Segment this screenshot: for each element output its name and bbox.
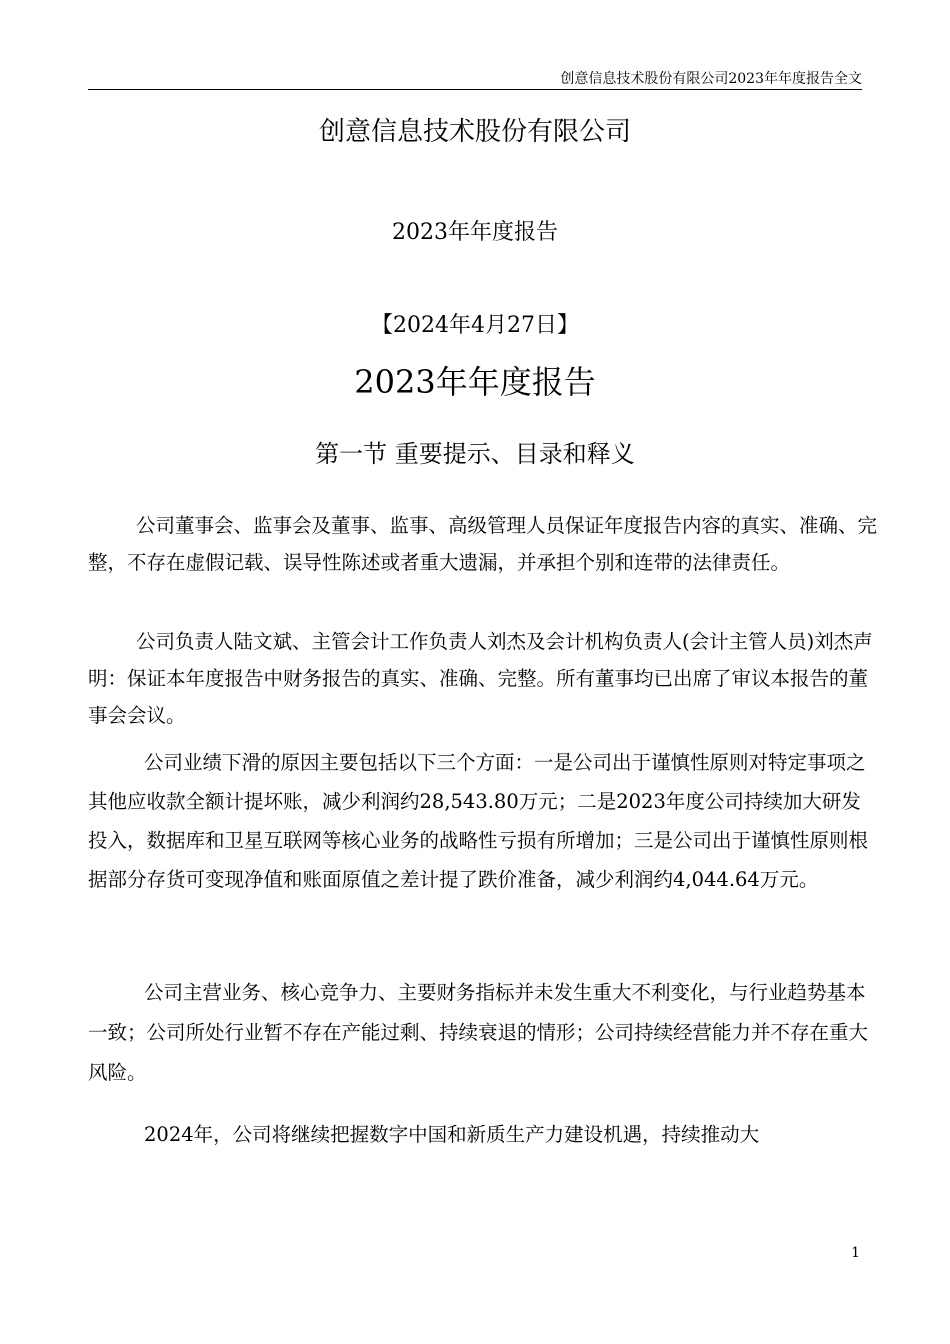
paragraph-responsible-persons: 公司负责人陆文斌、主管会计工作负责人刘杰及会计机构负责人(会计主管人员)刘杰声明：保证本年度报告中财务报告的真实、准确、完整。所有董事均已出席了审议本报告的董事会会议。 (88, 630, 873, 727)
report-date: 【2024年4月27日】 (371, 313, 579, 338)
company-name: 创意信息技术股份有限公司 (318, 117, 631, 147)
header-divider (88, 89, 862, 90)
paragraph-business-status: 公司主营业务、核心竞争力、主要财务指标并未发生重大不利变化，与行业趋势基本一致；公司所处行业暂不存在产能过剩、持续衰退的情形；公司持续经营能力并不存在重大风险。 (88, 981, 869, 1084)
running-header: 创意信息技术股份有限公司2023年年度报告全文 (560, 71, 862, 87)
report-subtitle: 2023年年度报告 (392, 220, 558, 245)
paragraph-performance-decline: 公司业绩下滑的原因主要包括以下三个方面：一是公司出于谨慎性原则对特定事项之其他应收款全额计提坏账，减少利润约28,543.80万元；二是2023年度公司持续加大研发投入，数据库和卫星互联网等核心业务的战略性亏损有所增加；三是公司出于谨慎性原则根据部分存货可变现净值和账面原值之差计提了跌价准备，减少利润约4,044.64万元。 (88, 751, 869, 891)
section-heading: 第一节 重要提示、目录和释义 (315, 440, 635, 468)
paragraph-2024-outlook: 2024年，公司将继续把握数字中国和新质生产力建设机遇，持续推动大 (144, 1123, 760, 1146)
report-title: 2023年年度报告 (354, 363, 596, 401)
page-number: 1 (851, 1245, 860, 1261)
paragraph-board-guarantee: 公司董事会、监事会及董事、监事、高级管理人员保证年度报告内容的真实、准确、完整，不存在虚假记载、误导性陈述或者重大遗漏，并承担个别和连带的法律责任。 (88, 514, 878, 574)
